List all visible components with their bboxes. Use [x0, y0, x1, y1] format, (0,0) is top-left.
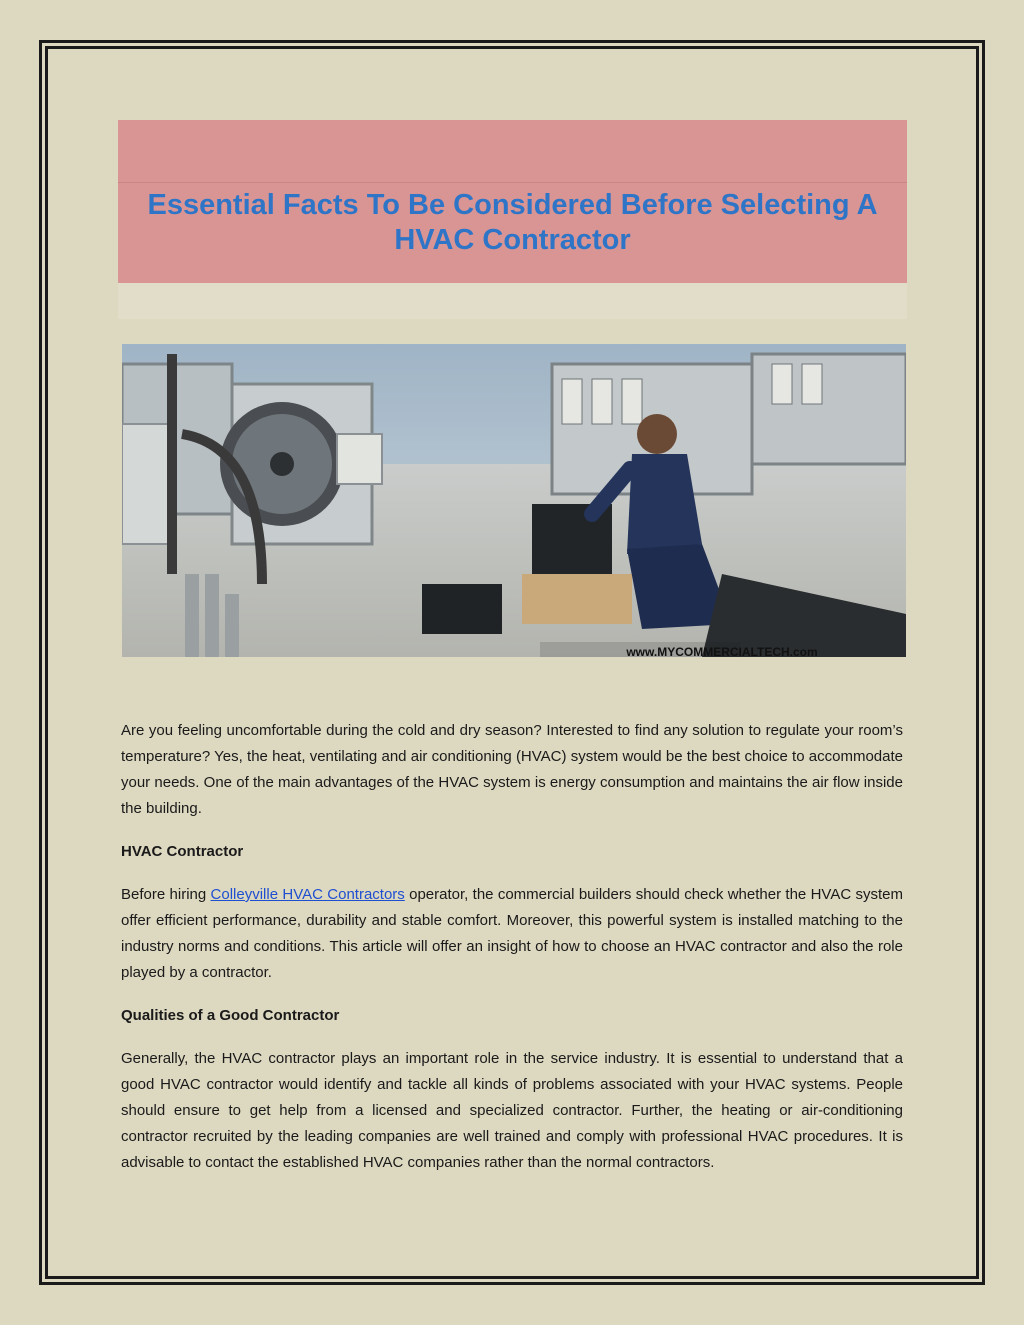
qualities-paragraph: Generally, the HVAC contractor plays an important role in the service industry. It is essential to understand that a good HVAC contractor would identify and tackle all kinds of problems associated with your HVAC systems. People should ensure to get help from a licensed and specialized contractor. Further, the heating or air-conditioning contractor recruited by the leading companies are well trained and comply with professional HVAC procedures. It is advisable to contact the established HVAC companies rather than the normal contractors. — [121, 1050, 903, 1171]
photo-watermark: www.MYCOMMERCIALTECH.com — [626, 645, 818, 657]
article-body — [121, 718, 903, 1193]
page-title: Essential Facts To Be Considered Before Selecting A HVAC Contractor — [147, 189, 878, 256]
hvac-technician-photo — [122, 344, 906, 657]
banner-divider — [118, 182, 907, 183]
title-subbanner — [118, 283, 907, 319]
intro-paragraph: Are you feeling uncomfortable during the cold and dry season? Interested to find any solution to regulate your room’s temperature? Yes, the heat, ventilating and air conditioning (HVAC) system would be the best choice to accommodate your needs. One of the main advantages of the HVAC system is energy consumption and maintains the air flow inside the building. — [121, 722, 903, 817]
section-heading-hvac-contractor: HVAC Contractor — [121, 843, 244, 860]
section-heading-qualities: Qualities of a Good Contractor — [121, 1007, 340, 1024]
paragraph-text-before-link: Before hiring — [121, 886, 211, 903]
colleyville-hvac-contractors-link[interactable]: Colleyville HVAC Contractors — [210, 886, 405, 903]
title-banner — [118, 120, 907, 283]
hvac-contractor-paragraph — [121, 882, 903, 986]
paragraph-text-after-link: operator, the commercial builders should check whether the HVAC system offer efficient performance, durability and stable comfort. Moreover, this powerful system is installed matching to the industry norms and conditions. This article will offer an insight of how to choose an HVAC contractor and also the role played by a contractor. — [121, 886, 903, 981]
